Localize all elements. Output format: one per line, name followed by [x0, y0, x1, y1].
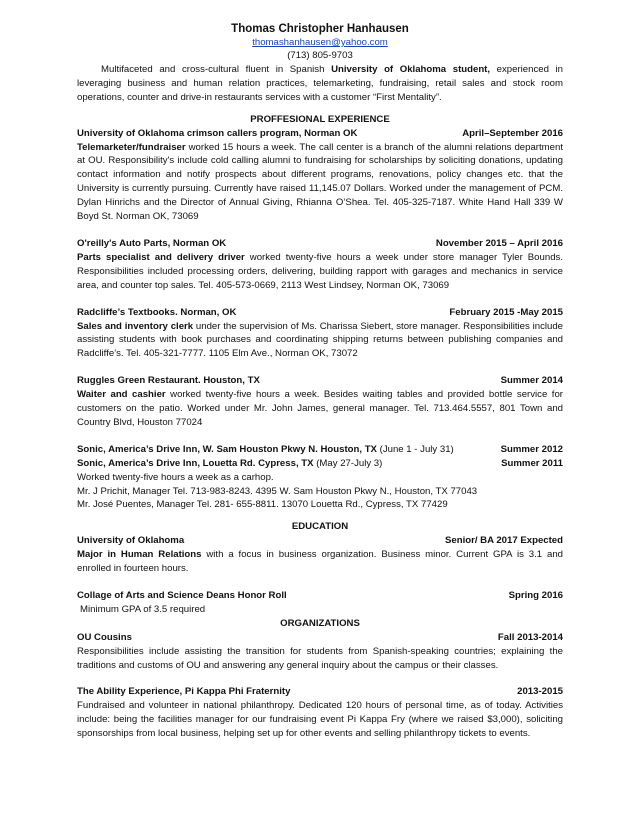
- experience-entry: [77, 237, 563, 293]
- entry-role: Parts specialist and delivery driver: [77, 251, 245, 263]
- organization-entry: [77, 631, 563, 673]
- summary-text-b: experienced in leveraging business and human relation practices, telemarketing, fundraising, retail sales and stock room operations, counter and drive-in restaurants services with a customer “First Mentality”.: [77, 64, 564, 103]
- sonic-date-2: Summer 2011: [501, 457, 563, 469]
- sonic-note-1: (June 1 - July 31): [376, 443, 454, 455]
- section-title-experience: PROFFESIONAL EXPERIENCE: [250, 113, 390, 125]
- honor-title: Collage of Arts and Science Deans Honor Roll: [77, 590, 287, 601]
- honor-entry: [77, 589, 563, 617]
- organization-name: OU Cousins: [77, 631, 132, 643]
- summary-bold: University of Oklahoma student,: [331, 64, 491, 75]
- phone-number: (713) 805-9703: [287, 49, 353, 61]
- experience-entry: [77, 374, 563, 430]
- summary-text-a: Multifaceted and cross-cultural fluent in Spanish: [101, 64, 332, 75]
- experience-entry: [77, 127, 563, 224]
- entry-description: worked twenty-five hours a week. Besides waiting tables and provided bottle service for customers on the patio. Worked under Mr. John James, general manager. Tel. 713.464.5557, 801 Town and Country Blvd, Houston 77024: [77, 389, 564, 428]
- section-title-education: EDUCATION: [291, 521, 349, 533]
- organization-date: Fall 2013-2014: [497, 631, 563, 643]
- education-school: University of Oklahoma: [77, 535, 185, 547]
- organization-entry: [77, 685, 563, 741]
- experience-entry: [77, 306, 563, 362]
- email-link[interactable]: thomashanhausen@yahoo.com: [252, 37, 388, 48]
- entry-date: November 2015 – April 2016: [435, 237, 563, 249]
- applicant-name: Thomas Christopher Hanhausen: [231, 23, 409, 35]
- sonic-date-1: Summer 2012: [500, 443, 563, 455]
- education-major: Major in Human Relations: [77, 549, 202, 561]
- sonic-entry: [77, 443, 563, 513]
- honor-note: Minimum GPA of 3.5 required: [80, 603, 206, 615]
- entry-date: April–September 2016: [462, 127, 563, 139]
- resume-page: [77, 22, 563, 741]
- sonic-line: Mr. José Puentes, Manager Tel. 281- 655-8811. 13070 Louetta Rd., Cypress, TX 77429: [77, 499, 448, 511]
- education-major-details: with a focus in business organization. Business minor. Current GPA is 3.1 and enrolled in fourteen hours.: [77, 549, 563, 575]
- entry-organization: Ruggles Green Restaurant. Houston, TX: [77, 375, 260, 387]
- entry-date: February 2015 -May 2015: [449, 306, 563, 318]
- entry-role: Sales and inventory clerk: [77, 320, 194, 332]
- sonic-line: Mr. J Prichit, Manager Tel. 713-983-8243. 4395 W. Sam Houston Pkwy N., Houston, TX 77043: [77, 485, 478, 497]
- organization-date: 2013-2015: [517, 686, 563, 698]
- organization-description: Fundraised and volunteer in national philanthropy. Dedicated 120 hours of personal time, as of today. Activities include: being the facilities manager for our fundraising event Pi Kappa Fry (where we raised $3,000), soliciting sponsorships from local business, helping set up for other events and selling philanthropy tickets to events.: [77, 700, 563, 740]
- sonic-note-2: (May 27-July 3): [313, 457, 383, 469]
- entry-description: worked twenty-five hours a week under store manager Tyler Bounds. Responsibilities included processing orders, delivering, building rapport with garages and mechanics in service area, and counter top sales. Tel. 405-573-0669, 2113 West Lindsey, Norman OK, 73069: [77, 251, 563, 291]
- sonic-organization-1: Sonic, America’s Drive Inn, W. Sam Houston Pkwy N. Houston, TX: [77, 443, 377, 455]
- sonic-organization-2: Sonic, America’s Drive Inn, Louetta Rd. Cypress, TX: [77, 457, 314, 469]
- entry-organization: Radcliffe’s Textbooks. Norman, OK: [77, 306, 237, 318]
- section-title-organizations: ORGANIZATIONS: [280, 617, 360, 629]
- entry-organization: University of Oklahoma crimson callers program, Norman OK: [77, 127, 358, 139]
- sonic-line: Worked twenty-five hours a week as a carhop.: [77, 471, 274, 483]
- honor-date: Spring 2016: [508, 590, 563, 601]
- entry-date: Summer 2014: [500, 375, 563, 387]
- entry-role: Telemarketer/fundraiser: [77, 141, 186, 153]
- education-entry: [77, 534, 563, 576]
- entry-role: Waiter and cashier: [77, 389, 166, 401]
- organization-description: Responsibilities include assisting the transition for students from Spanish-speaking countries; explaining the traditions and customs of OU and answering any general inquiry about the campus or their classes.: [77, 645, 563, 671]
- entry-description: under the supervision of Ms. Charissa Siebert, store manager. Responsibilities include assisting students with book purchases and coordinating shipping returns between publishing companies and Radcliffe’s. Tel. 405-321-7777. 1105 Elm Ave., Norman OK, 73072: [77, 320, 563, 360]
- summary-paragraph: [77, 63, 563, 105]
- education-degree: Senior/ BA 2017 Expected: [444, 535, 563, 547]
- organization-name: The Ability Experience, Pi Kappa Phi Fraternity: [77, 686, 291, 698]
- entry-organization: O'reilly's Auto Parts, Norman OK: [77, 237, 227, 249]
- entry-description: worked 15 hours a week. The call center is a branch of the alumni relations department at OU. Responsibility's include cold calling alumni to fundraising for scholarships by soliciting donations, updating contact information and notify prospects about different programs, renovations, policy changes etc. that the University is currently pursuing. Currently have raised 11,145.07 Dollars. Worked under the management of PCM. Dylan Hinrichs and the Director of Annual Giving, Rhianna O’Shea. Tel. 405-325-7187. White Hand Hall 339 W Boyd St. Norman OK, 73069: [77, 141, 563, 223]
